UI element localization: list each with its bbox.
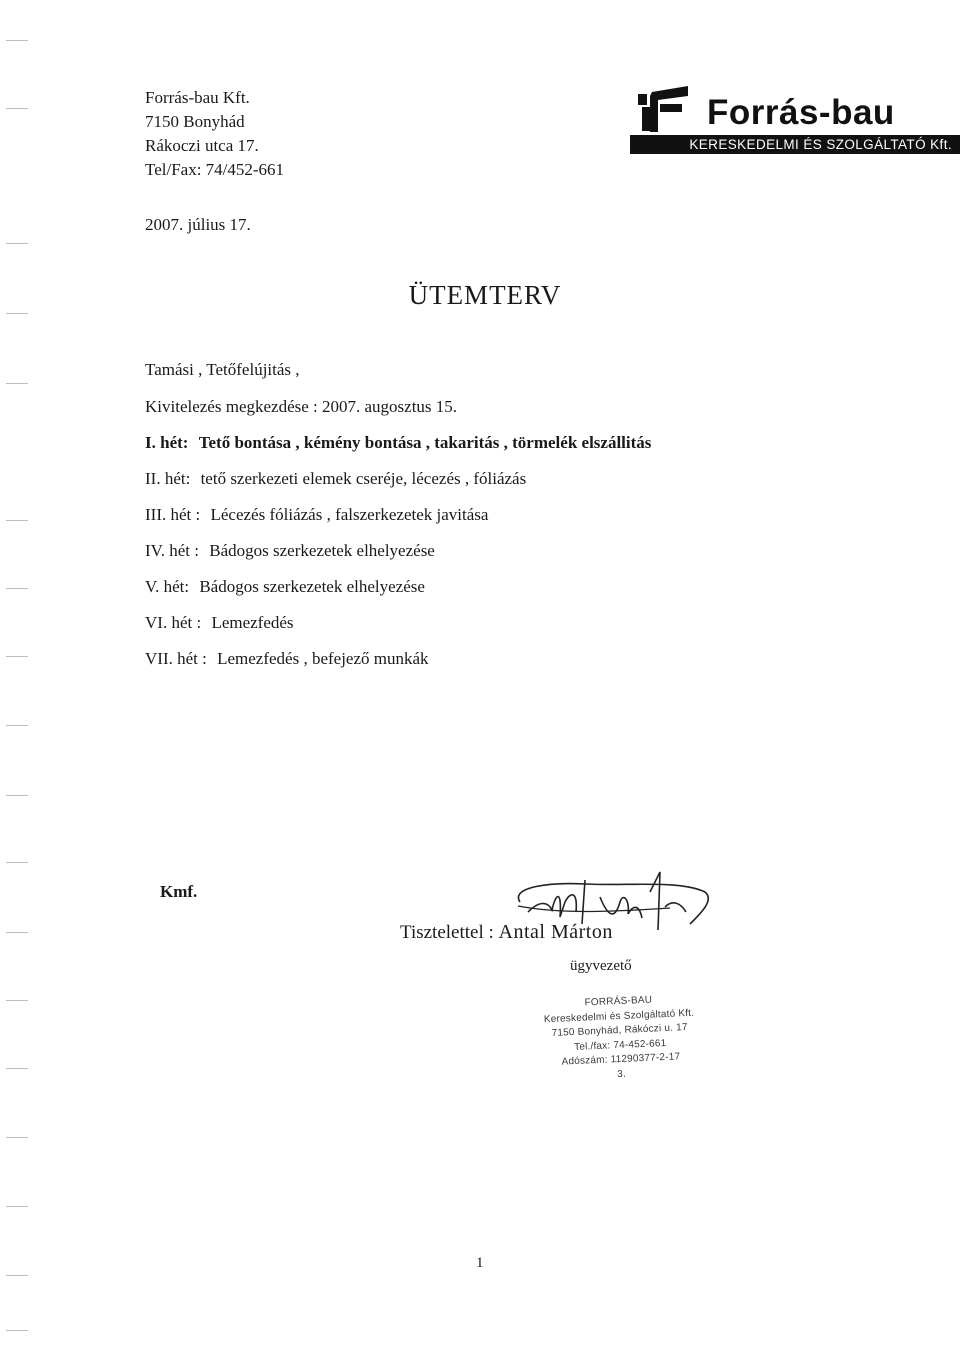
- logo-tagline: KERESKEDELMI ÉS SZOLGÁLTATÓ Kft.: [689, 137, 952, 152]
- closing-line: [400, 921, 613, 944]
- company-stamp: [498, 990, 742, 1087]
- scan-speck: [6, 1068, 28, 1069]
- scan-speck: [6, 313, 28, 314]
- scan-speck: [6, 243, 28, 244]
- start-date-line: Kivitelezés megkezdése : 2007. augosztus 15.: [145, 397, 458, 416]
- stamp-line: Adószám: 11290377-2-17: [561, 1051, 681, 1068]
- document-title: [0, 280, 960, 311]
- scan-speck: [6, 862, 28, 863]
- week-label: I. hét:: [145, 433, 189, 452]
- document-date: 2007. július 17.: [145, 215, 251, 234]
- forras-bau-logo-mark-icon: [636, 86, 692, 134]
- scan-speck: [6, 1206, 28, 1207]
- week-label: V. hét:: [145, 577, 190, 596]
- stamp-line: 3.: [616, 1068, 627, 1080]
- sender-street: Rákoczi utca 17.: [145, 136, 259, 155]
- scan-speck: [6, 383, 28, 384]
- stamp-line: Kereskedelmi és Szolgáltató Kft.: [543, 1007, 695, 1025]
- scan-speck: [6, 656, 28, 657]
- scan-speck: [6, 1000, 28, 1001]
- week-tasks: Lemezfedés: [211, 613, 294, 632]
- scan-speck: [6, 108, 28, 109]
- schedule-item-week-4: [145, 540, 651, 576]
- stamp-line: FORRÁS-BAU: [584, 994, 653, 1009]
- sender-city: 7150 Bonyhád: [145, 112, 245, 131]
- signer-name: Antal Márton: [498, 921, 613, 943]
- week-tasks: Bádogos szerkezetek elhelyezése: [199, 577, 425, 596]
- schedule-item-week-7: [145, 648, 651, 684]
- sender-phone: Tel/Fax: 74/452-661: [145, 160, 285, 179]
- week-label: III. hét :: [145, 505, 201, 524]
- week-tasks: Bádogos szerkezetek elhelyezése: [209, 541, 435, 560]
- page-number: 1: [476, 1255, 484, 1271]
- scan-speck: [6, 932, 28, 933]
- kmf-label: Kmf.: [160, 882, 198, 901]
- scan-speck: [6, 795, 28, 796]
- week-tasks: Lécezés fóliázás , falszerkezetek javitása: [210, 505, 489, 524]
- week-tasks: Lemezfedés , befejező munkák: [217, 649, 429, 668]
- scan-speck: [6, 588, 28, 589]
- week-label: VI. hét :: [145, 613, 202, 632]
- logo-wordmark: Forrás-bau: [707, 93, 895, 132]
- week-label: II. hét:: [145, 469, 191, 488]
- scan-speck: [6, 1137, 28, 1138]
- sender-address: [145, 86, 284, 182]
- regards-label: Tisztelettel :: [400, 922, 494, 943]
- schedule-list: [145, 432, 651, 684]
- logo-tagline-bar: [630, 135, 960, 154]
- sender-company: Forrás-bau Kft.: [145, 88, 250, 107]
- project-line: Tamási , Tetőfelújitás ,: [145, 360, 300, 379]
- schedule-item-week-1: [145, 432, 651, 468]
- schedule-item-week-2: [145, 468, 651, 504]
- scan-speck: [6, 520, 28, 521]
- scan-speck: [6, 1275, 28, 1276]
- week-label: VII. hét :: [145, 649, 207, 668]
- week-label: IV. hét :: [145, 541, 199, 560]
- stamp-line: 7150 Bonyhád, Rákóczi u. 17: [551, 1022, 688, 1039]
- scan-speck: [6, 40, 28, 41]
- signer-role: ügyvezető: [570, 958, 632, 974]
- company-logo: [630, 86, 960, 160]
- scan-speck: [6, 1330, 28, 1331]
- schedule-item-week-6: [145, 612, 651, 648]
- schedule-item-week-5: [145, 576, 651, 612]
- stamp-line: Tel./fax: 74-452-661: [573, 1037, 667, 1053]
- schedule-item-week-3: [145, 504, 651, 540]
- week-tasks: Tető bontása , kémény bontása , takaritás , törmelék elszállitás: [198, 433, 652, 452]
- week-tasks: tető szerkezeti elemek cseréje, lécezés , fóliázás: [200, 469, 527, 488]
- title-text: ÜTEMTERV: [408, 280, 562, 310]
- scan-speck: [6, 725, 28, 726]
